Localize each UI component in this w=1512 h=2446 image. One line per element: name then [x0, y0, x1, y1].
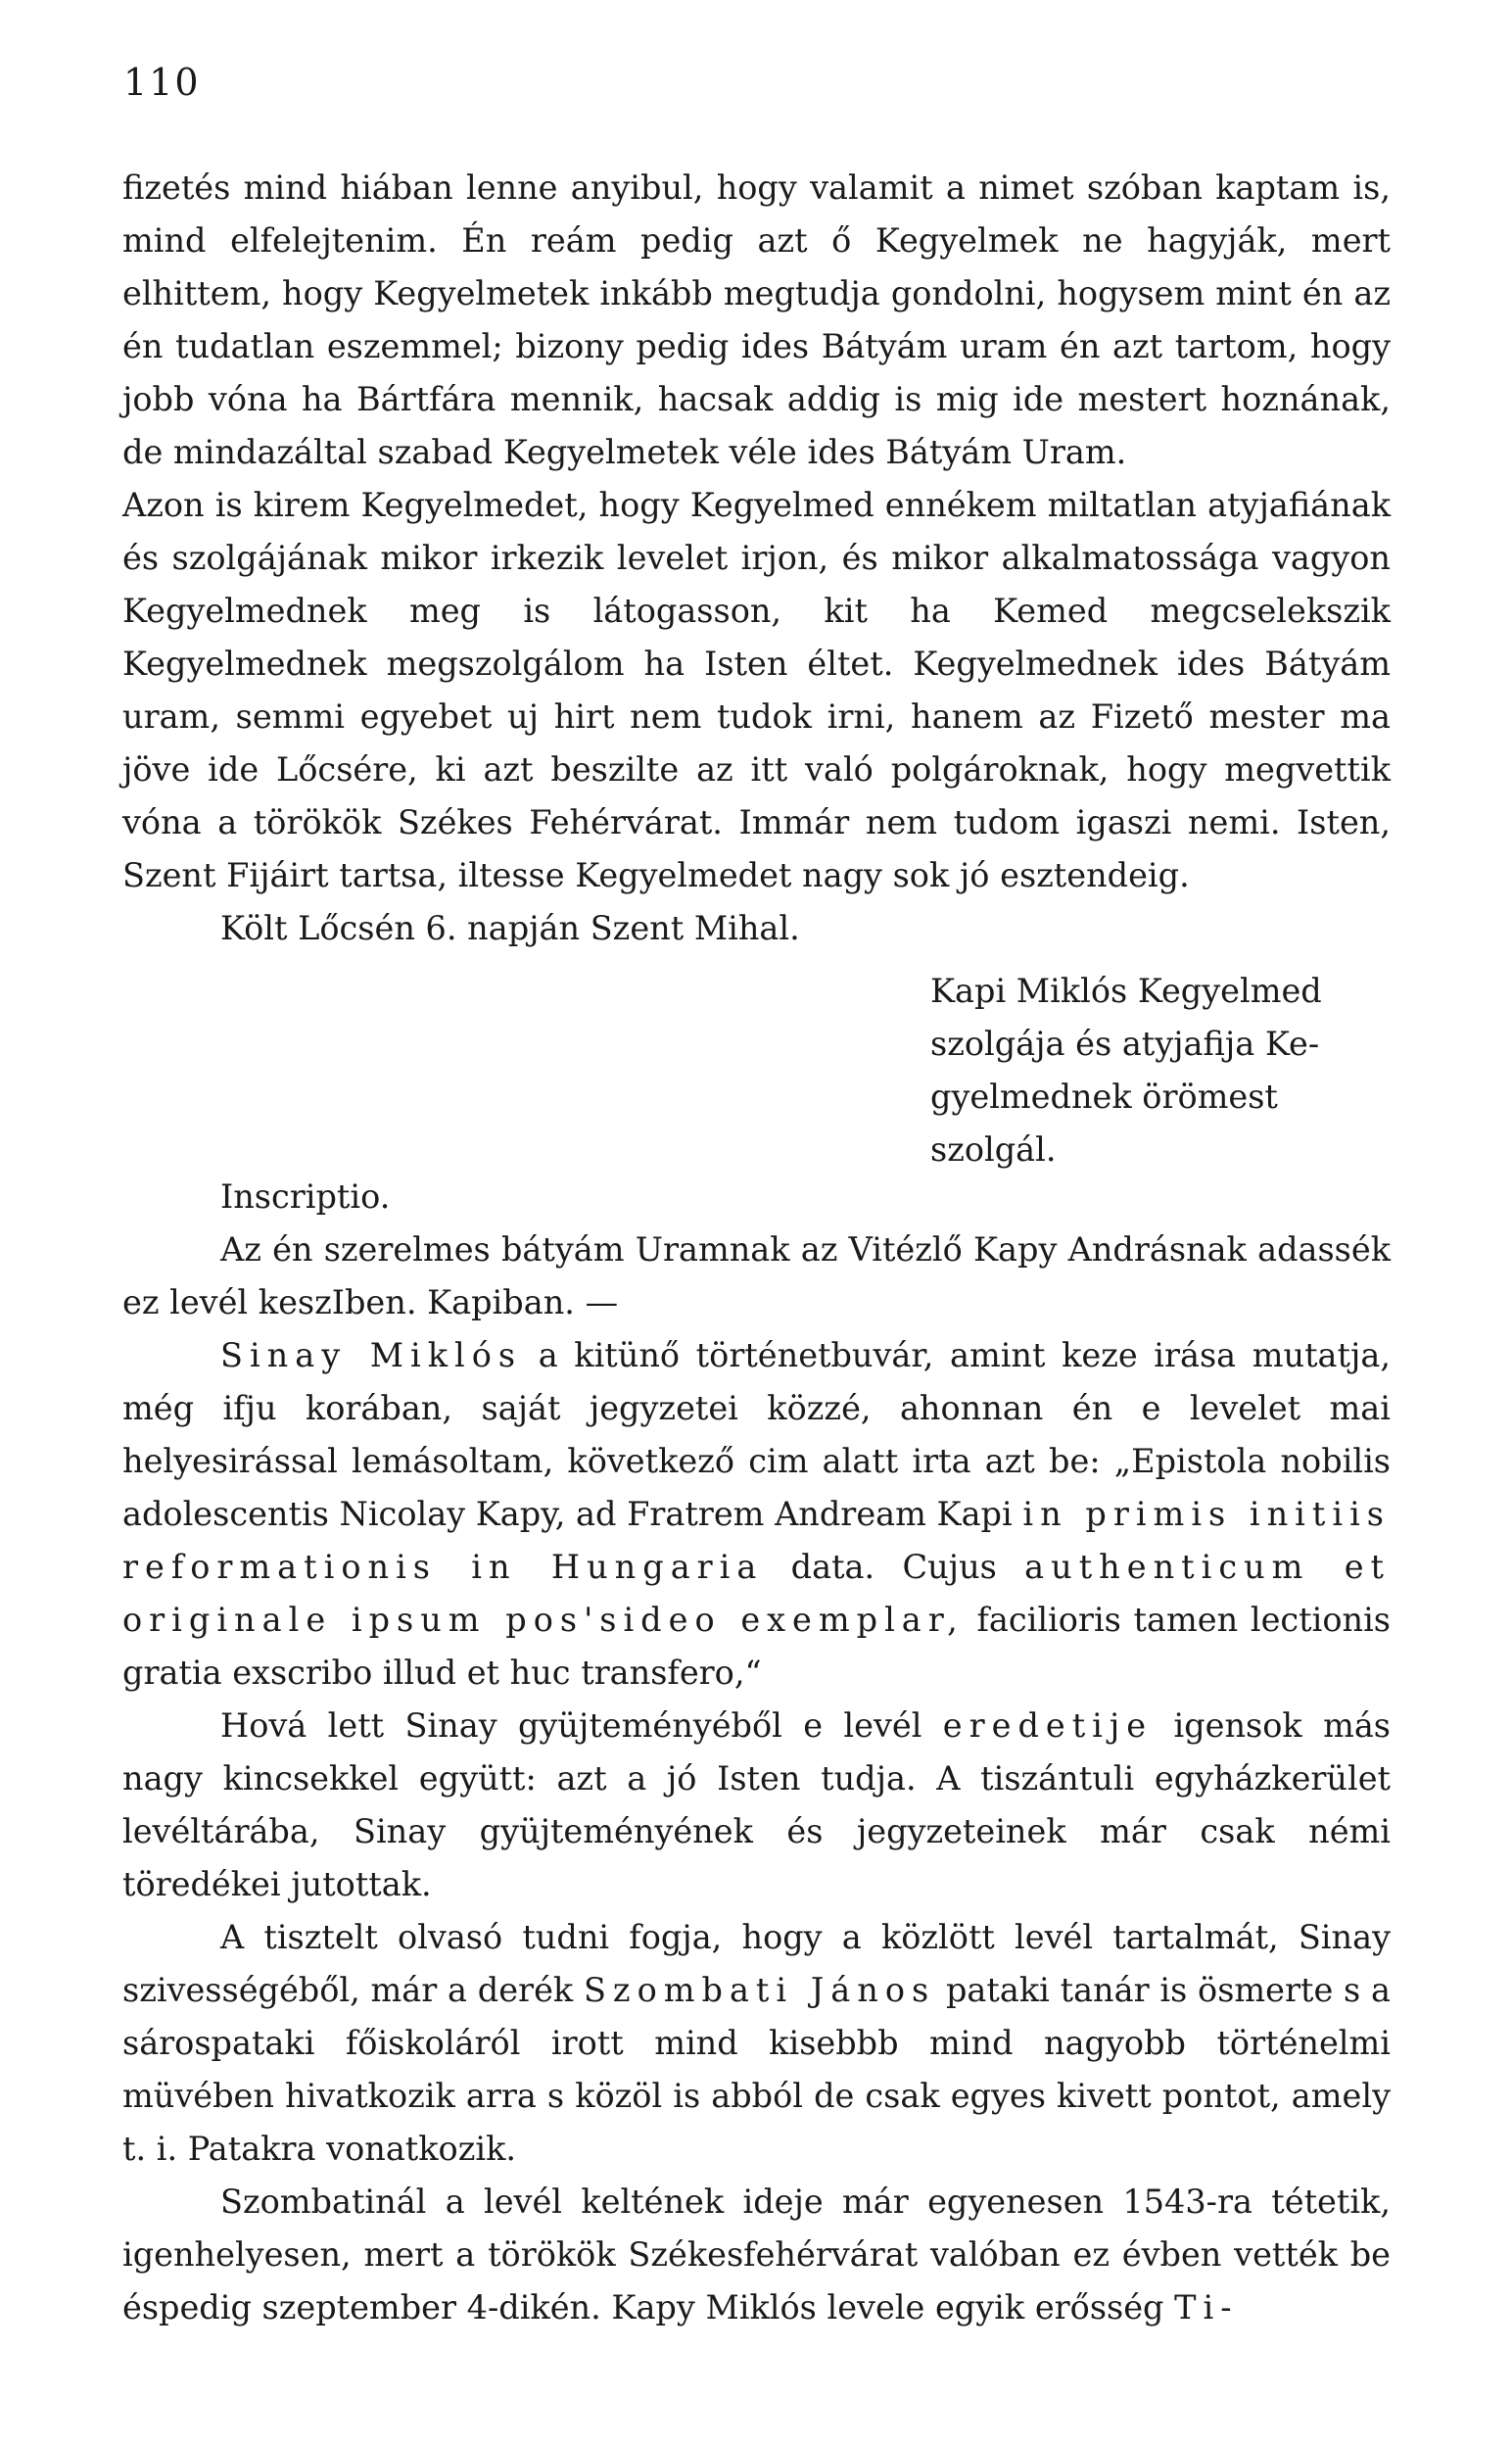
emphasized-latin: in primis initiis reformationis in Hungaria: [122, 1495, 1391, 1586]
letter-dateline: Költ Lőcsén 6. napján Szent Mihal.: [220, 909, 800, 947]
signature-line: szolgál.: [930, 1130, 1057, 1169]
signature-line: szolgája és atyjafija Ke-: [930, 1025, 1320, 1063]
text-run: data. Cujus: [763, 1548, 1025, 1586]
text-run: pataki tanár is ösmerte s a sárospataki főiskoláról irott mind kisebbb mind nagyobb történelmi müvében hivatkozik arra s közöl is abból de csak egyes kivett pontot, amely t. i. Patakra vonatkozik.: [122, 1971, 1391, 2168]
letter-paragraph-2: Azon is kirem Kegyelmedet, hogy Kegyelmed ennékem miltatlan atyjafiának és szolgájának mikor irkezik levelet irjon, és mikor alkalmatossága vagyon Kegyelmednek meg is látogasson, kit ha Kemed megcselekszik Kegyelmednek megszolgálom ha Isten éltet. Kegyelmednek ides Bátyám uram, semmi egyebet uj hirt nem tudok irni, hanem az Fizető mester ma jöve ide Lőcsére, ki azt beszilte az itt való polgároknak, hogy megvettik vóna a törökök Székes Fehérvárat. Immár nem tudom igaszi nemi. Isten, Szent Fijáirt tartsa, iltesse Kegyelmedet nagy sok jó esztendeig.: [122, 486, 1391, 894]
letter-paragraph-1: fizetés mind hiában lenne anyibul, hogy valamit a nimet szóban kaptam is, mind elfelejtenim. Én reám pedig azt ő Kegyelmek ne hagyják, mert elhittem, hogy Kegyelmetek inkább megtudja gondolni, hogysem mint én az én tudatlan eszemmel; bizony pedig ides Bátyám uram én azt tartom, hogy jobb vóna ha Bártfára mennik, hacsak addig is mig ide mestert hoznának, de mindazáltal szabad Kegyelmetek véle ides Bátyám Uram.: [122, 168, 1391, 471]
commentary-paragraph-3: [122, 1911, 1391, 2176]
commentary-paragraph-4: [122, 2176, 1391, 2334]
letter-signature: [930, 965, 1391, 1176]
text-run: a kitünő történetbuvár, amint keze irása mutatja, még ifju korában, saját jegyzetei közzé, ahonnan én e levelet mai helyesirással lemásoltam, következő cim alatt irta azt be: „Epistola nobilis adolescentis Nicolay Kapy, ad Fratrem Andream Kapi: [122, 1336, 1391, 1533]
person-name: Szombati János: [583, 1971, 936, 2009]
text-run: Hová lett Sinay gyüjteményéből e levél: [220, 1706, 943, 1745]
commentary-paragraph-2: [122, 1700, 1391, 1911]
text-run: A tisztelt olvasó tudni fogja, hogy a közlött levél tartalmát, Sinay szivességéből, már a derék: [122, 1918, 1391, 2009]
page-number: 110: [123, 61, 201, 104]
text-run: Szombatinál a levél keltének ideje már egyenesen 1543-ra tétetik, igenhelyesen, mert a törökök Székesfehérvárat valóban ez évben vették be éspedig szeptember 4-dikén. Kapy Miklós levele egyik erősség: [122, 2182, 1391, 2326]
signature-line: Kapi Miklós Kegyelmed: [930, 972, 1322, 1010]
text-run: facilioris tamen lectionis gratia exscribo illud et huc transfero,“: [122, 1601, 1391, 1692]
text-run: igensok más nagy kincsekkel együtt: azt a jó Isten tudja. A tiszántuli egyházkerület levéltárába, Sinay gyüjteményének és jegyzeteinek már csak némi töredékei jutottak.: [122, 1706, 1391, 1903]
inscriptio-text: Az én szerelmes bátyám Uramnak az Vitézlő Kapy Andrásnak adassék ez levél keszIben. Kapiban. —: [122, 1230, 1391, 1321]
commentary-paragraph-1: [122, 1329, 1391, 1700]
person-name: Sinay Miklós: [220, 1336, 523, 1374]
letter-body: [122, 162, 1391, 955]
signature-line: gyelmednek örömest: [930, 1078, 1278, 1116]
emphasized-latin: authenticum et originale ipsum pos'sideo exemplar,: [122, 1548, 1392, 1639]
inscriptio-heading: Inscriptio.: [220, 1177, 391, 1216]
emphasized-word: Ti-: [1174, 2288, 1239, 2326]
emphasized-word: eredetije: [942, 1706, 1154, 1745]
inscriptio-and-commentary: [122, 1171, 1391, 2334]
